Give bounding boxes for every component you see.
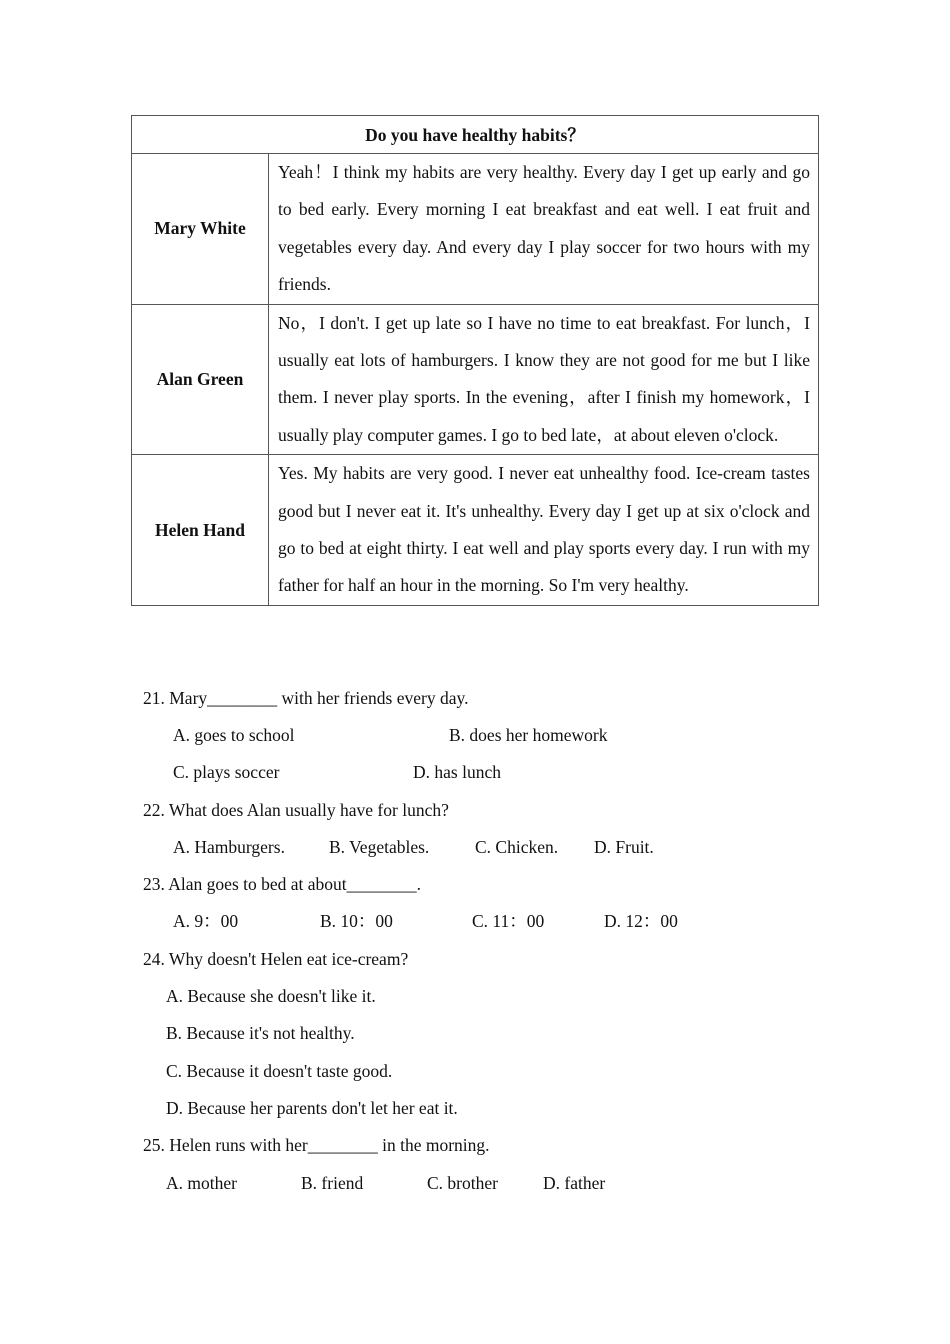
- person-name: Mary White: [132, 154, 269, 305]
- table-title: Do you have healthy habits？: [132, 116, 819, 154]
- option-a: A. Hamburgers.: [173, 837, 285, 857]
- option-d: D. Because her parents don't let her eat it.: [166, 1098, 458, 1118]
- option-a: A. 9：00: [173, 911, 239, 931]
- table-row: [132, 304, 819, 455]
- options-25: [0, 1165, 950, 1202]
- option-c: C. plays soccer: [173, 762, 280, 782]
- options-21: [0, 717, 950, 754]
- option-d: D. 12：00: [604, 911, 678, 931]
- options-22: [0, 829, 950, 866]
- question-stem-22: 22. What does Alan usually have for lunch?: [143, 800, 449, 820]
- question-stem-24: 24. Why doesn't Helen eat ice-cream?: [143, 949, 409, 969]
- person-name: Helen Hand: [132, 455, 269, 606]
- option-b: B. does her homework: [449, 725, 608, 745]
- person-answer: Yeah！I think my habits are very healthy. Every day I get up early and go to bed early. Every morning I eat breakfast and eat well. I eat fruit and vegetables every day. And every day I play soccer for two hours with my friends.: [269, 154, 819, 305]
- option-c: C. brother: [427, 1173, 498, 1193]
- habits-table: [131, 115, 819, 606]
- table-row: [132, 455, 819, 606]
- option-c: C. Because it doesn't taste good.: [166, 1061, 393, 1081]
- options-21b: [0, 754, 950, 791]
- option-a: A. goes to school: [173, 725, 295, 745]
- option-b: B. Vegetables.: [329, 837, 430, 857]
- person-answer: Yes. My habits are very good. I never eat unhealthy food. Ice-cream tastes good but I never eat it. It's unhealthy. Every day I get up at six o'clock and go to bed at eight thirty. I eat well and play sports every day. I run with my father for half an hour in the morning. So I'm very healthy.: [269, 455, 819, 606]
- question-stem-25: 25. Helen runs with her________ in the morning.: [143, 1135, 490, 1155]
- option-d: D. Fruit.: [594, 837, 654, 857]
- person-answer: No，I don't. I get up late so I have no time to eat breakfast. For lunch，I usually eat lots of hamburgers. I know they are not good for me but I like them. I never play sports. In the evening，after I finish my homework，I usually play computer games. I go to bed late，at about eleven o'clock.: [269, 304, 819, 455]
- option-b: B. friend: [301, 1173, 364, 1193]
- option-a: A. mother: [166, 1173, 237, 1193]
- table-row: [132, 154, 819, 305]
- question-stem-23: 23. Alan goes to bed at about________.: [143, 874, 422, 894]
- option-a: A. Because she doesn't like it.: [166, 986, 376, 1006]
- person-name: Alan Green: [132, 304, 269, 455]
- option-d: D. has lunch: [413, 762, 501, 782]
- options-23: [0, 903, 950, 940]
- option-b: B. 10：00: [320, 911, 393, 931]
- option-b: B. Because it's not healthy.: [166, 1023, 355, 1043]
- question-stem-21: 21. Mary________ with her friends every day.: [143, 688, 469, 708]
- option-c: C. Chicken.: [475, 837, 559, 857]
- option-d: D. father: [543, 1173, 606, 1193]
- option-c: C. 11：00: [472, 911, 545, 931]
